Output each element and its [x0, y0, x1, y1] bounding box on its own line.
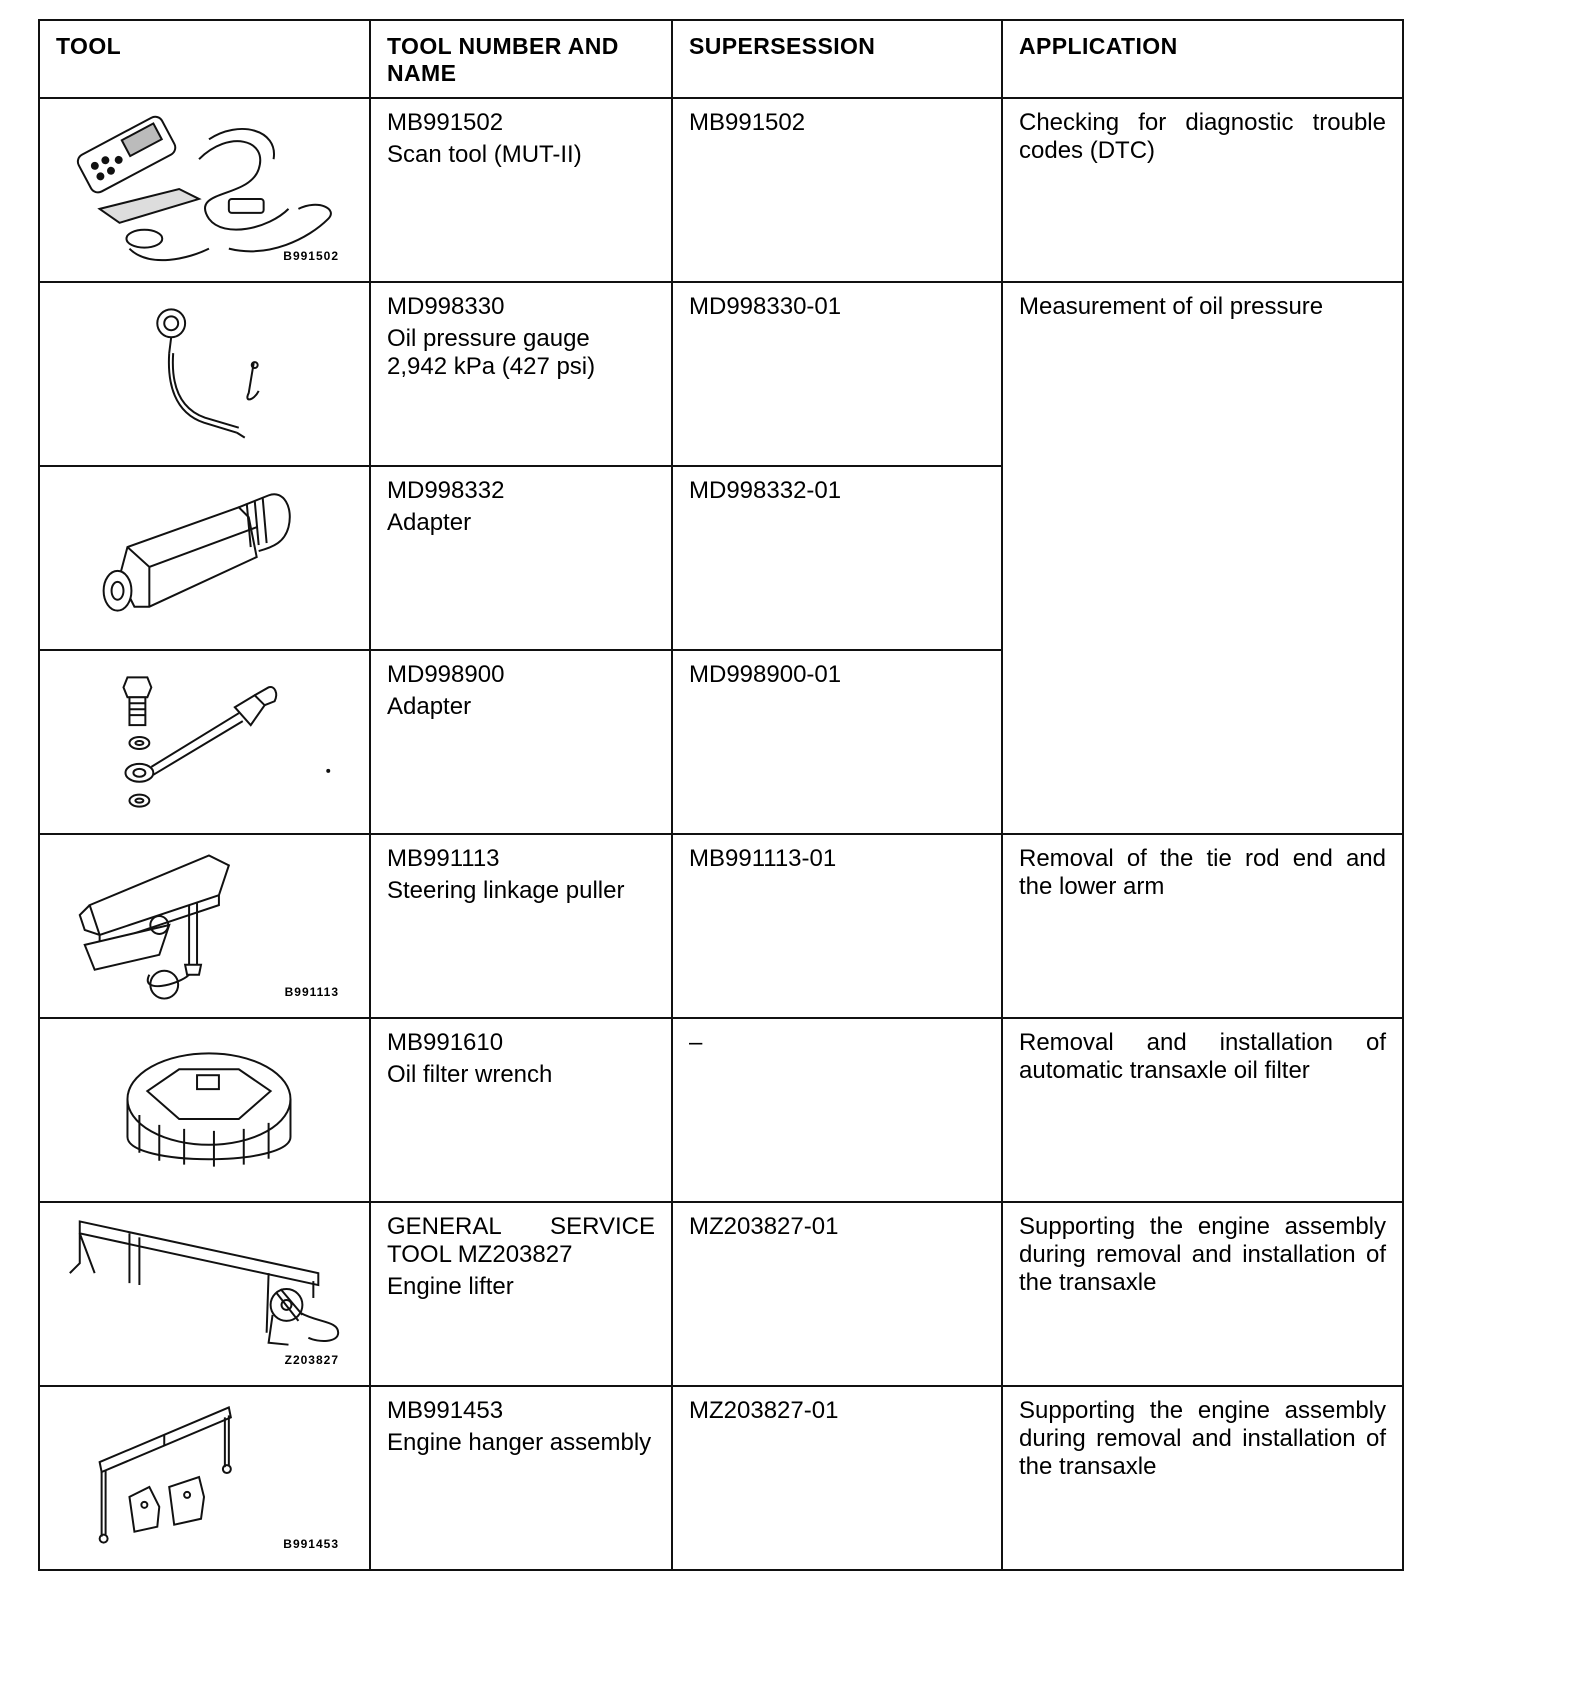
tool-name: Adapter: [387, 509, 472, 536]
table-row: [39, 282, 1403, 466]
tool-image-caption: B991113: [284, 985, 339, 999]
header-application: APPLICATION: [1002, 20, 1403, 98]
table-row: [39, 834, 1403, 1018]
header-tool: TOOL: [39, 20, 370, 98]
tool-number: MB991610: [387, 1029, 504, 1056]
supersession-value: MZ203827-01: [689, 1397, 839, 1424]
oil-pressure-gauge-icon: [40, 283, 369, 465]
tool-number: MB991453: [387, 1397, 504, 1424]
tool-name: Steering linkage puller: [387, 877, 625, 904]
tool-number-cell: [370, 282, 672, 466]
supersession-cell: [672, 1018, 1002, 1202]
tool-number: MD998900: [387, 661, 505, 688]
tool-image-caption: B991453: [283, 1537, 339, 1551]
supersession-cell: [672, 282, 1002, 466]
supersession-value: MD998330-01: [689, 293, 842, 320]
application-cell: [1002, 1202, 1403, 1386]
tool-number-cell: [370, 466, 672, 650]
table-row: [39, 1386, 1403, 1570]
tool-number-cell: [370, 650, 672, 834]
tool-image-cell: [39, 282, 370, 466]
application-cell: [1002, 282, 1403, 834]
tool-name: Engine lifter: [387, 1273, 514, 1300]
application-text: Supporting the engine assembly during removal and installation of the transaxle: [1019, 1213, 1386, 1296]
tool-name: Adapter: [387, 693, 472, 720]
supersession-cell: [672, 1202, 1002, 1386]
tool-image-cell: [39, 1018, 370, 1202]
tool-number: MD998332: [387, 477, 505, 504]
tool-number: MB991113: [387, 845, 500, 872]
supersession-value: –: [689, 1029, 703, 1056]
adapter-kit-icon: [40, 651, 369, 833]
tool-name: Scan tool (MUT-II): [387, 141, 582, 168]
special-tools-table: [38, 19, 1404, 1571]
application-text: Supporting the engine assembly during removal and installation of the transaxle: [1019, 1397, 1386, 1480]
oil-filter-wrench-icon: [40, 1019, 369, 1201]
tool-name: Oil filter wrench: [387, 1061, 553, 1088]
header-row: [39, 20, 1403, 98]
application-text: Removal of the tie rod end and the lower arm: [1019, 845, 1386, 900]
tool-number-cell: [370, 1202, 672, 1386]
application-cell: [1002, 1386, 1403, 1570]
header-supersession: SUPERSESSION: [672, 20, 1002, 98]
tool-image-caption: B991502: [283, 249, 339, 263]
application-text: Removal and installation of automatic transaxle oil filter: [1019, 1029, 1386, 1084]
tool-number-cell: [370, 1018, 672, 1202]
tool-number: MB991502: [387, 109, 504, 136]
application-cell: [1002, 834, 1403, 1018]
supersession-cell: [672, 834, 1002, 1018]
tool-name: Oil pressure gauge 2,942 kPa (427 psi): [387, 325, 596, 380]
tool-image-cell: [39, 834, 370, 1018]
application-cell: [1002, 98, 1403, 282]
adapter-icon: [40, 467, 369, 649]
application-cell: [1002, 1018, 1403, 1202]
tool-number: MD998330: [387, 293, 505, 320]
header-tool-number-and-name: TOOL NUMBER AND NAME: [370, 20, 672, 98]
tool-name: Engine hanger assembly: [387, 1429, 652, 1456]
supersession-value: MD998332-01: [689, 477, 842, 504]
table-row: [39, 1202, 1403, 1386]
tool-number: GENERAL SERVICE TOOL MZ203827: [387, 1213, 655, 1268]
supersession-cell: [672, 650, 1002, 834]
supersession-cell: [672, 466, 1002, 650]
tool-number-cell: [370, 834, 672, 1018]
supersession-value: MD998900-01: [689, 661, 842, 688]
tool-image-caption: Z203827: [284, 1353, 339, 1367]
tool-image-cell: [39, 98, 370, 282]
supersession-value: MZ203827-01: [689, 1213, 839, 1240]
tool-number-cell: [370, 1386, 672, 1570]
application-text: Checking for diagnostic trouble codes (DTC): [1019, 109, 1386, 164]
table-row: [39, 1018, 1403, 1202]
supersession-value: MB991113-01: [689, 845, 837, 872]
tool-image-cell: [39, 1386, 370, 1570]
supersession-value: MB991502: [689, 109, 806, 136]
supersession-cell: [672, 98, 1002, 282]
table-row: [39, 98, 1403, 282]
tool-number-cell: [370, 98, 672, 282]
tool-image-cell: [39, 650, 370, 834]
tool-image-cell: [39, 466, 370, 650]
application-text: Measurement of oil pressure: [1019, 293, 1324, 320]
supersession-cell: [672, 1386, 1002, 1570]
tool-image-cell: [39, 1202, 370, 1386]
